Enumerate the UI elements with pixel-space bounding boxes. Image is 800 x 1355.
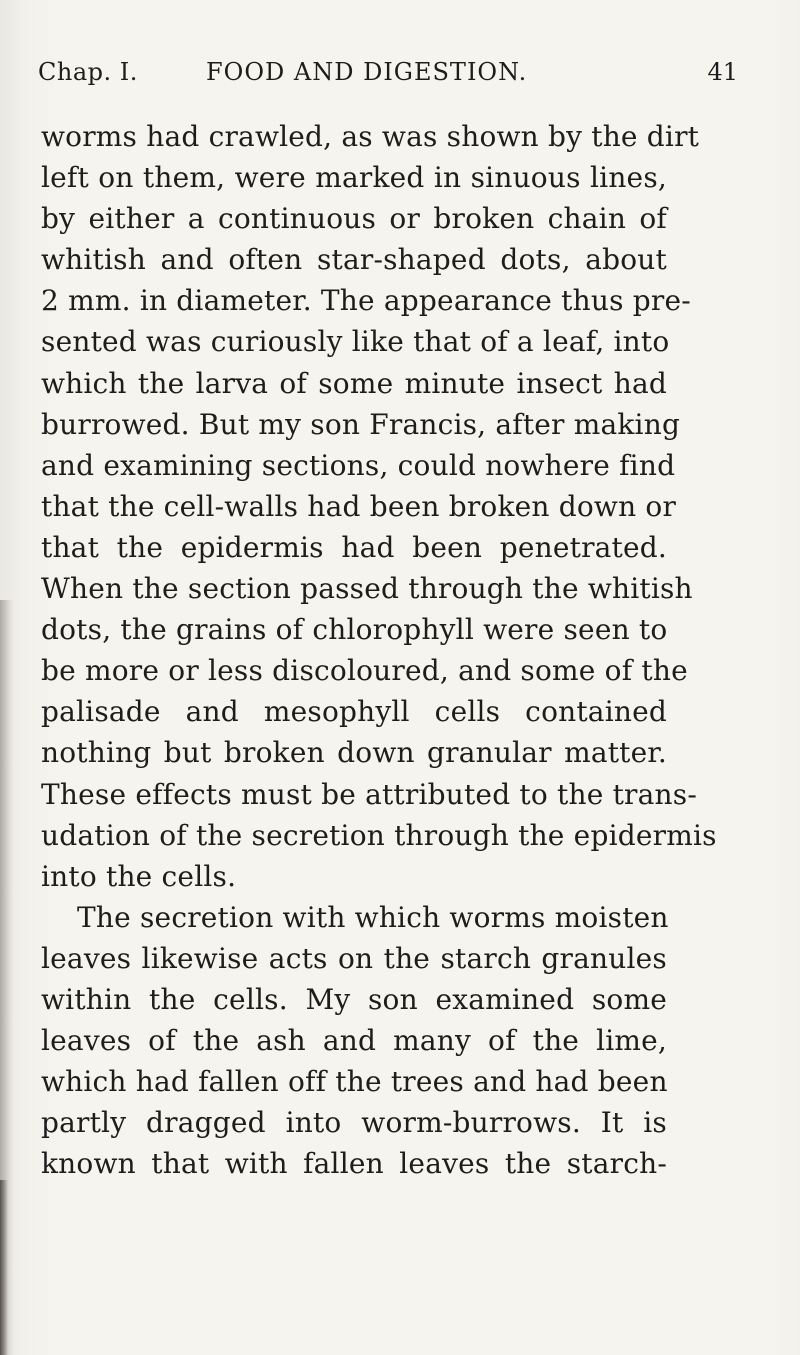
text-line: partly dragged into worm-burrows. It is — [41, 1106, 667, 1140]
text-line: within the cells. My son examined some — [41, 982, 667, 1016]
text-line: These effects must be attributed to the trans- — [41, 777, 697, 811]
text-line: palisade and mesophyll cells contained — [41, 695, 667, 729]
text-line: udation of the secretion through the epidermis — [41, 818, 717, 852]
text-line: dots, the grains of chlorophyll were seen to — [41, 613, 668, 647]
text-line: and examining sections, could nowhere find — [41, 448, 676, 482]
running-head — [38, 58, 738, 92]
text-line: burrowed. But my son Francis, after making — [41, 407, 681, 441]
text-line: which had fallen off the trees and had been — [41, 1065, 668, 1099]
body-text — [41, 116, 717, 1184]
text-line: be more or less discoloured, and some of the — [41, 654, 688, 688]
text-line: worms had crawled, as was shown by the dirt — [41, 120, 700, 153]
paragraph-start-line: The secretion with which worms moisten — [77, 900, 669, 934]
text-line: that the cell-walls had been broken down or — [41, 489, 677, 523]
text-line: When the section passed through the whitish — [41, 572, 693, 606]
text-line: leaves likewise acts on the starch granules — [41, 941, 667, 975]
chapter-label: Chap. I. — [38, 58, 138, 86]
text-line: 2 mm. in diameter. The appearance thus pre- — [41, 284, 691, 318]
text-line: left on them, were marked in sinuous lines, — [41, 161, 667, 195]
text-line: into the cells. — [41, 859, 237, 893]
text-line: whitish and often star-shaped dots, about — [41, 243, 667, 277]
text-line: sented was curiously like that of a leaf, into — [41, 325, 670, 359]
text-line: leaves of the ash and many of the lime, — [41, 1024, 667, 1058]
text-line: known that with fallen leaves the starch- — [41, 1147, 667, 1181]
text-line: by either a continuous or broken chain of — [41, 202, 667, 236]
page-number: 41 — [707, 58, 738, 86]
binding-shadow-dark — [0, 1180, 8, 1355]
text-line: that the epidermis had been penetrated. — [41, 530, 667, 564]
text-line: which the larva of some minute insect had — [41, 366, 667, 400]
chapter-title: FOOD AND DIGESTION. — [206, 58, 528, 86]
text-line: nothing but broken down granular matter. — [41, 736, 667, 770]
